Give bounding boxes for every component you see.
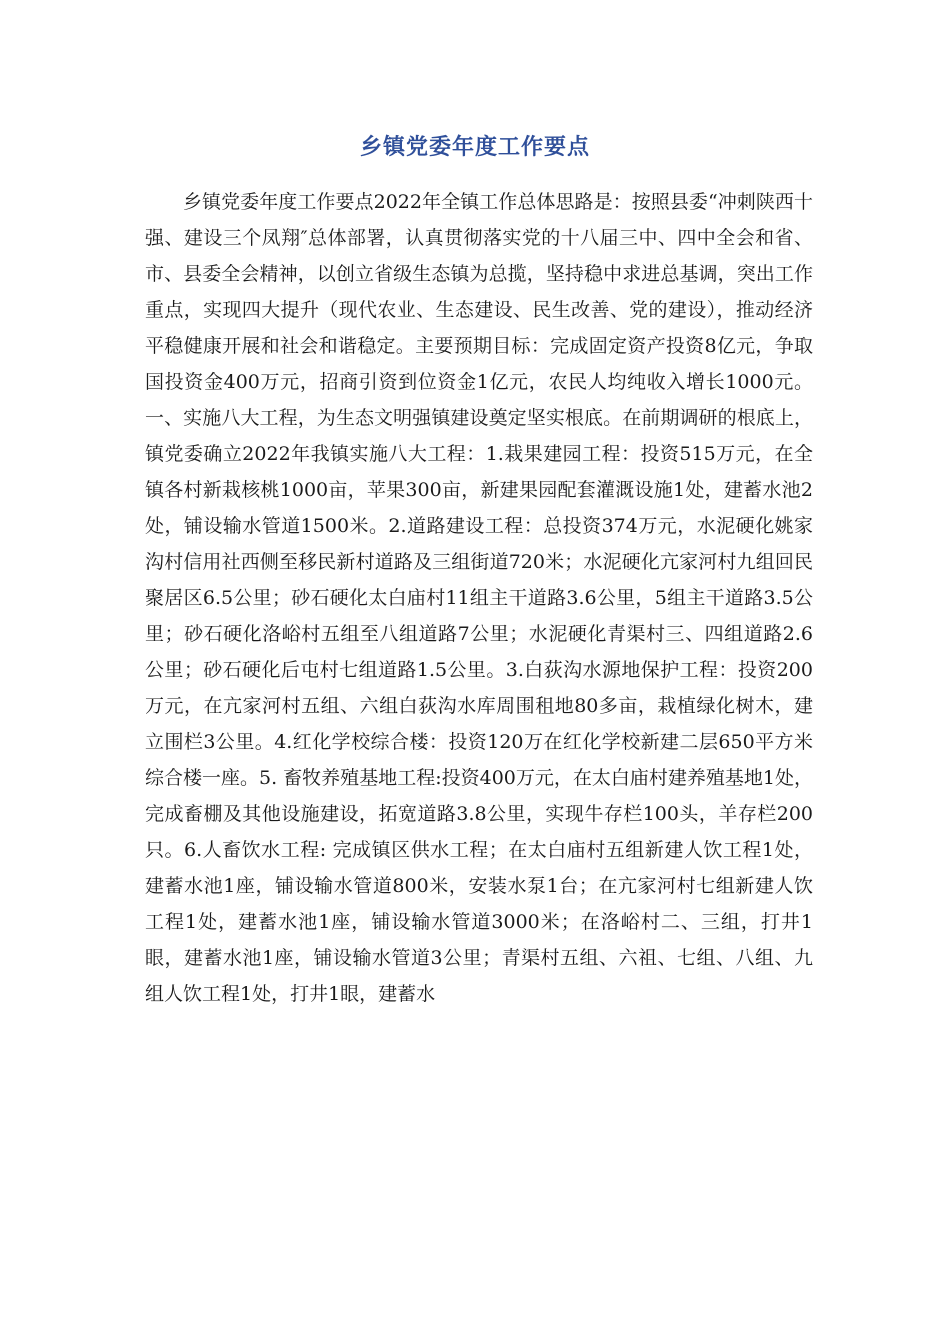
- body-paragraph: 乡镇党委年度工作要点2022年全镇工作总体思路是：按照县委“冲刺陕西十强、建设三个凤翔″总体部署，认真贯彻落实党的十八届三中、四中全会和省、市、县委全会精神，以创立省级生态镇为总揽，坚持稳中求进总基调，突出工作重点，实现四大提升（现代农业、生态建设、民生改善、党的建设），推动经济平稳健康开展和社会和谐稳定。主要预期目标：完成固定资产投资8亿元，争取国投资金400万元，招商引资到位资金1亿元，农民人均纯收入增长1000元。一、实施八大工程，为生态文明强镇建设奠定坚实根底。在前期调研的根底上，镇党委确立2022年我镇实施八大工程：1.栽果建园工程：投资515万元，在全镇各村新栽核桃1000亩，苹果300亩，新建果园配套灌溉设施1处，建蓄水池2处，铺设输水管道1500米。2.道路建设工程：总投资374万元，水泥硬化姚家沟村信用社西侧至移民新村道路及三组街道720米；水泥硬化亢家河村九组回民聚居区6.5公里；砂石硬化太白庙村11组主干道路3.6公里，5组主干道路3.5公里；砂石硬化洛峪村五组至八组道路7公里；水泥硬化青渠村三、四组道路2.6公里；砂石硬化后屯村七组道路1.5公里。3.白荻沟水源地保护工程：投资200万元，在亢家河村五组、六组白荻沟水库周围租地80多亩，栽植绿化树木，建立围栏3公里。4.红化学校综合楼：投资120万在红化学校新建二层650平方米综合楼一座。5. 畜牧养殖基地工程:投资400万元，在太白庙村建养殖基地1处，完成畜棚及其他设施建设，拓宽道路3.8公里，实现牛存栏100头，羊存栏200只。6.人畜饮水工程: 完成镇区供水工程；在太白庙村五组新建人饮工程1处，建蓄水池1座，铺设输水管道800米，安装水泵1台；在亢家河村七组新建人饮工程1处，建蓄水池1座，铺设输水管道3000米；在洛峪村二、三组，打井1眼，建蓄水池1座，铺设输水管道3公里；青渠村五组、六祖、七组、八组、九组人饮工程1处，打井1眼，建蓄水: [145, 191, 813, 1005]
- page-title: 乡镇党委年度工作要点: [359, 135, 590, 160]
